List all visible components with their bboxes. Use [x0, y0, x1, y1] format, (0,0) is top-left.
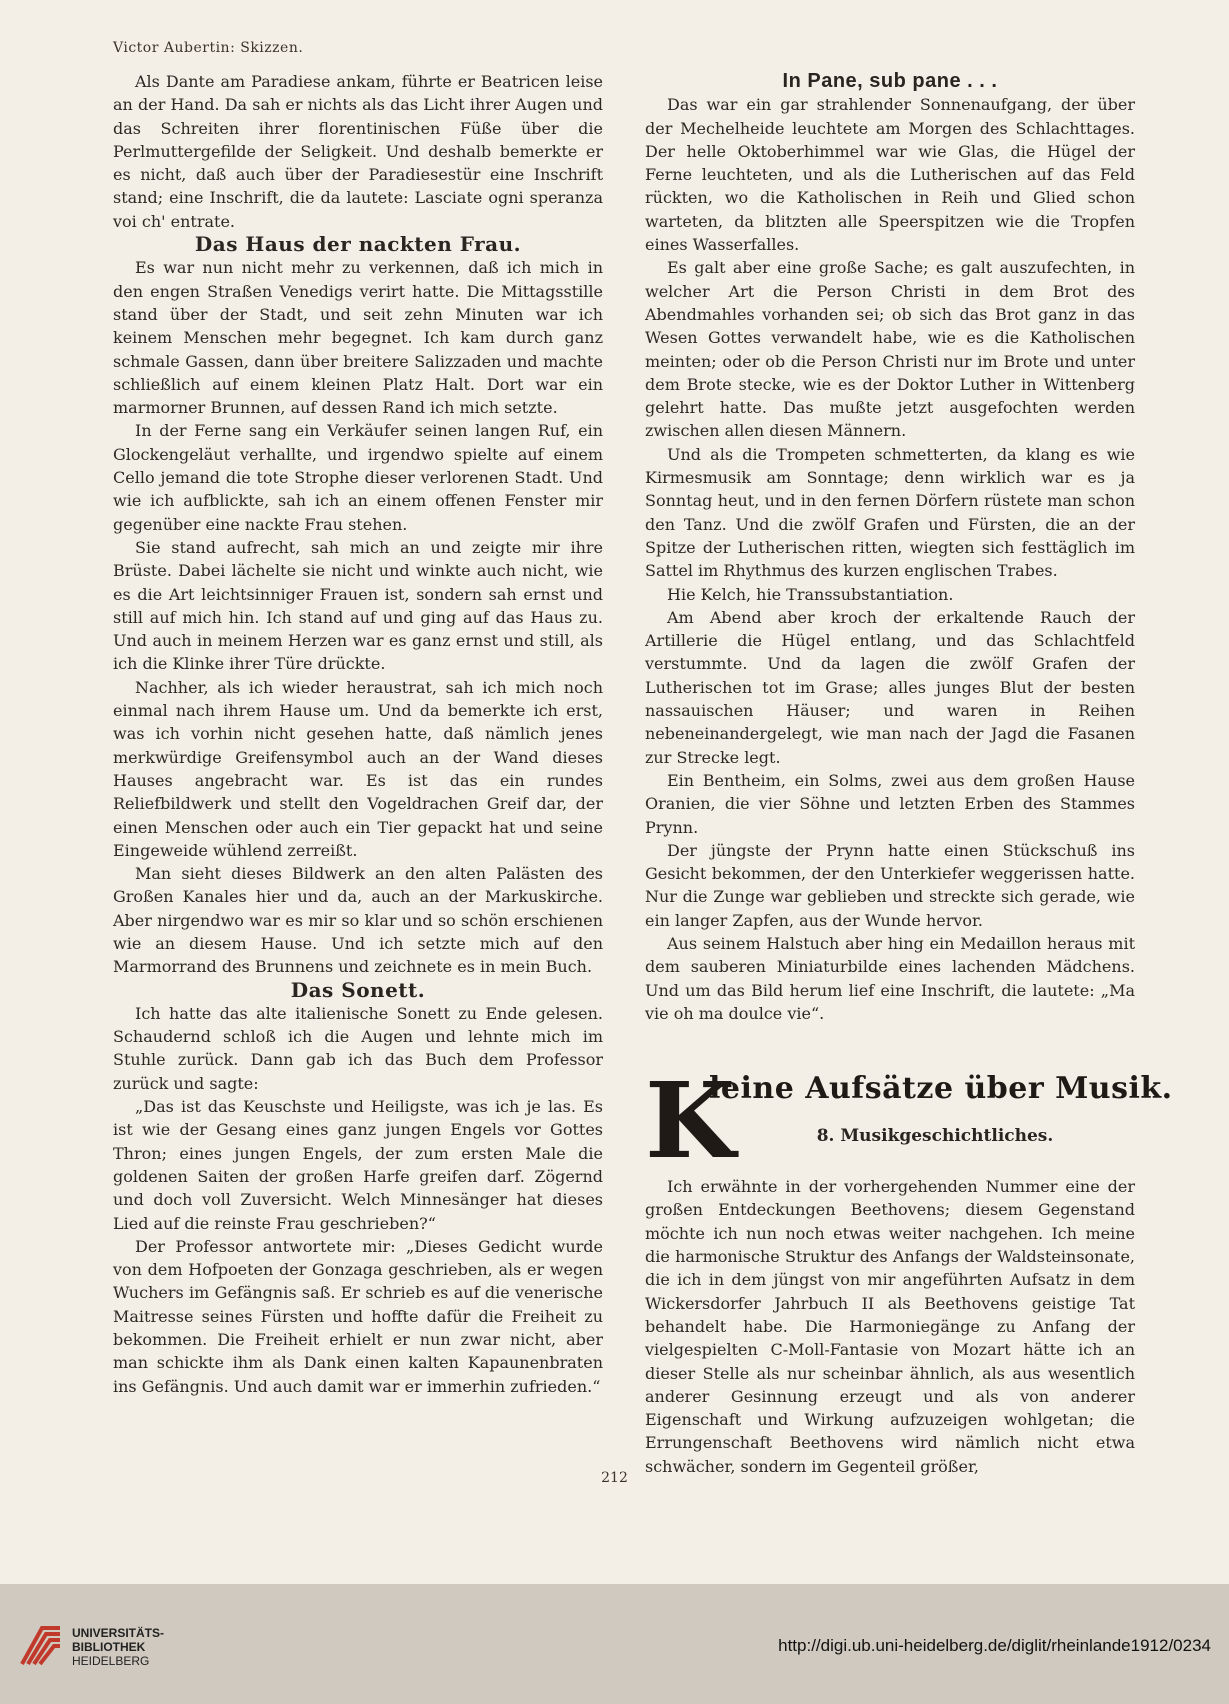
right-column	[645, 70, 1173, 1478]
paragraph-haus-5: Man sieht dieses Bildwerk an den alten Palästen des Großen Kanales hier und da, auch an der Markuskirche. Aber nirgendwo war es mir so klar und so schön erschienen wie an diesem Hause. Und ich setzte mich auf den Marmorrand des Brunnens und zeichnete es in mein Buch.	[113, 864, 603, 977]
library-footer	[0, 1584, 1229, 1704]
initial-k-letter: K	[645, 1059, 736, 1183]
subheading-musik: 8. Musikgeschichtliches.	[816, 1126, 1054, 1147]
heading-musik: leine Aufsätze über Musik.	[709, 1071, 1173, 1107]
musik-heading-block	[645, 1059, 1173, 1183]
heading-sonett: Das Sonett.	[290, 977, 426, 1002]
paragraph-sonett-2: „Das ist das Keuschste und Heiligste, was ich je las. Es ist wie der Gesang eines ganz jungen Engels vor Gottes Thron; eines jungen Engels, der zum ersten Male die goldenen Saiten der großen Harfe greifen darf. Zögernd und doch voll Zuversicht. Welch Minnesänger hat dieses Lied auf die reinste Frau geschrieben?“	[113, 1097, 603, 1233]
paragraph-sonett-3: Der Professor antwortete mir: „Dieses Gedicht wurde von dem Hofpoeten der Gonzaga geschrieben, als er wegen Wuchers im Gefängnis saß. Er schrieb es auf die venerische Maitresse seines Fürsten und hoffte dafür die Freiheit zu bekommen. Die Freiheit erhielt er nun zwar nicht, aber man schickte ihm als Dank einen kalten Kapaunenbraten ins Gefängnis. Und auch damit war er immerhin zufrieden.“	[113, 1236, 603, 1396]
paragraph-haus-1: Es war nun nicht mehr zu verkennen, daß ich mich in den engen Straßen Venedigs verirt hatte. Die Mittagsstille stand über der Stadt, und seit zehn Minuten war ich keinem Menschen mehr begegnet. Ich kam durch ganz schmale Gassen, dann über breitere Salizzaden und machte schließlich auf einem kleinen Platz Halt. Dort war ein marmorner Brunnen, auf dessen Rand ich mich setzte.	[113, 258, 603, 418]
logo-strokes	[22, 1628, 60, 1664]
paragraph-pane-1: Das war ein gar strahlender Sonnenaufgang, der über der Mechelheide leuchtete am Morgen des Schlachttages. Der helle Oktoberhimmel war wie Glas, die Hügel der Ferne leuchteten, und als die Lutherischen auf das Feld rückten, wo die Katholischen in Reih und Glied schon warteten, da blitzten alle Speerspitzen wie die Tropfen eines Wasserfalles.	[645, 95, 1135, 255]
library-name-line-2: BIBLIOTHEK	[72, 1640, 146, 1654]
permalink-url[interactable]: http://digi.ub.uni-heidelberg.de/diglit/rheinlande1912/0234	[778, 1636, 1211, 1655]
paragraph-dante: Als Dante am Paradiese ankam, führte er Beatricen leise an der Hand. Da sah er nichts als das Licht ihrer Augen und das Schreiten ihrer florentinischen Füße über die Perlmuttergefilde der Seligkeit. Und deshalb bemerkte er es nicht, daß auch über der Paradiesestür eine Inschrift stand; eine Inschrift, die da lautete: Lasciate ogni speranza voi ch' entrate.	[113, 72, 603, 231]
university-library-logo-icon[interactable]	[16, 1620, 66, 1672]
left-column	[113, 70, 603, 1398]
paragraph-haus-3: Sie stand aufrecht, sah mich an und zeigte mir ihre Brüste. Dabei lächelte sie nicht und winkte auch nicht, wie es die Art leichtsinniger Frauen ist, sondern sah ernst und still auf mich hin. Ich stand auf und ging auf das Haus zu. Und auch in meinem Herzen war es ganz ernst und still, als ich die Klinke ihrer Türe drückte.	[113, 537, 603, 674]
library-name-line-1: UNIVERSITÄTS-	[72, 1626, 165, 1640]
paragraph-pane-5: Am Abend aber kroch der erkaltende Rauch der Artillerie die Hügel entlang, und das Schlachtfeld verstummte. Und da lagen die zwölf Grafen der Lutherischen tot im Grase; alles junges Blut der besten nassauischen Häuser; und waren in Reihen nebeneinandergelegt, wie man nach der Jagd die Fasanen zur Strecke legt.	[645, 607, 1135, 767]
page-number: 212	[601, 1470, 628, 1486]
paragraph-sonett-1: Ich hatte das alte italienische Sonett zu Ende gelesen. Schaudernd schloß ich die Augen und lehnte mich im Stuhle zurück. Dann gab ich das Buch dem Professor zurück und sagte:	[113, 1003, 603, 1093]
running-head: Victor Aubertin: Skizzen.	[113, 40, 304, 56]
library-name-line-3: HEIDELBERG	[72, 1654, 150, 1668]
library-name	[72, 1626, 164, 1668]
paragraph-musik: Ich erwähnte in der vorhergehenden Nummer eine der großen Entdeckungen Beethovens; diesem Gegenstand möchte ich nun noch etwas weiter nachgehen. Ich meine die harmonische Struktur des Anfangs der Waldsteinsonate, die ich in dem jüngst von mir angeführten Aufsatz in dem Wickersdorfer Jahrbuch II als Beethovens geistige Tat behandelt habe. Die Harmoniegänge zu Anfang der vielgespielten C-Moll-Fantasie von Mozart hätte ich an dieser Stelle als nur scheinbar ähnlich, als aus wesentlich anderer Gesinnung erzeugt und als von anderer Eigenschaft und Wirkung aufzuzeigen wohlgetan; die Errungenschaft Beethovens wird nämlich nicht etwa schwächer, sondern im Gegenteil größer,	[645, 1177, 1135, 1476]
paragraph-pane-4: Hie Kelch, hie Transsubstantiation.	[667, 584, 954, 604]
heading-pane: In Pane, sub pane . . .	[782, 70, 998, 92]
heading-haus: Das Haus der nackten Frau.	[194, 232, 522, 257]
paragraph-pane-3: Und als die Trompeten schmetterten, da klang es wie Kirmesmusik am Sonntage; denn wirklich war es ja Sonntag heut, und in den fernen Dörfern rüstete man schon den Tanz. Und die zwölf Grafen und Fürsten, die an der Spitze der Lutherischen ritten, wiegten sich festtäglich im Sattel im Rhythmus des kurzen englischen Trabes.	[645, 444, 1135, 581]
paragraph-pane-2: Es galt aber eine große Sache; es galt auszufechten, in welcher Art die Person Christi in dem Brot des Abendmahles vorhanden sei; ob sich das Brot ganz in das Wesen Gottes verwandelt habe, wie es die Katholischen meinten; oder ob die Person Christi nur im Brote und unter dem Brote stecke, wie es der Doktor Luther in Wittenberg gelehrt hatte. Das mußte jetzt ausgefochten werden zwischen allen diesen Männern.	[645, 258, 1135, 441]
paragraph-pane-7: Der jüngste der Prynn hatte einen Stückschuß ins Gesicht bekommen, der den Unterkiefer weggerissen hatte. Nur die Zunge war geblieben und streckte sich gerade, wie ein langer Zapfen, aus der Wunde hervor.	[645, 840, 1135, 930]
paragraph-haus-2: In der Ferne sang ein Verkäufer seinen langen Ruf, ein Glockengeläut verhallte, und irgendwo spielte auf einem Cello jemand die tote Strophe dieser verlorenen Stadt. Und wie ich aufblickte, sah ich an einem offenen Fenster mir gegenüber eine nackte Frau stehen.	[113, 421, 603, 534]
paragraph-pane-6: Ein Bentheim, ein Solms, zwei aus dem großen Hause Oranien, die vier Söhne und letzten Erben des Stammes Prynn.	[645, 770, 1135, 837]
paragraph-haus-4: Nachher, als ich wieder heraustrat, sah ich mich noch einmal nach ihrem Hause um. Und da bemerkte ich erst, was ich vorhin nicht gesehen hatte, daß nämlich jenes merkwürdige Greifensymbol auch an der Wand dieses Hauses angebracht war. Es ist das ein rundes Reliefbildwerk und stellt den Vogeldrachen Greif dar, der einen Menschen oder auch ein Tier gepackt hat und seine Eingeweide wühlend zerreißt.	[113, 677, 603, 860]
paragraph-pane-8: Aus seinem Halstuch aber hing ein Medaillon heraus mit dem sauberen Miniaturbilde eines lachenden Mädchens. Und um das Bild herum lief eine Inschrift, die lautete: „Ma vie oh ma doulce vie“.	[645, 933, 1135, 1023]
